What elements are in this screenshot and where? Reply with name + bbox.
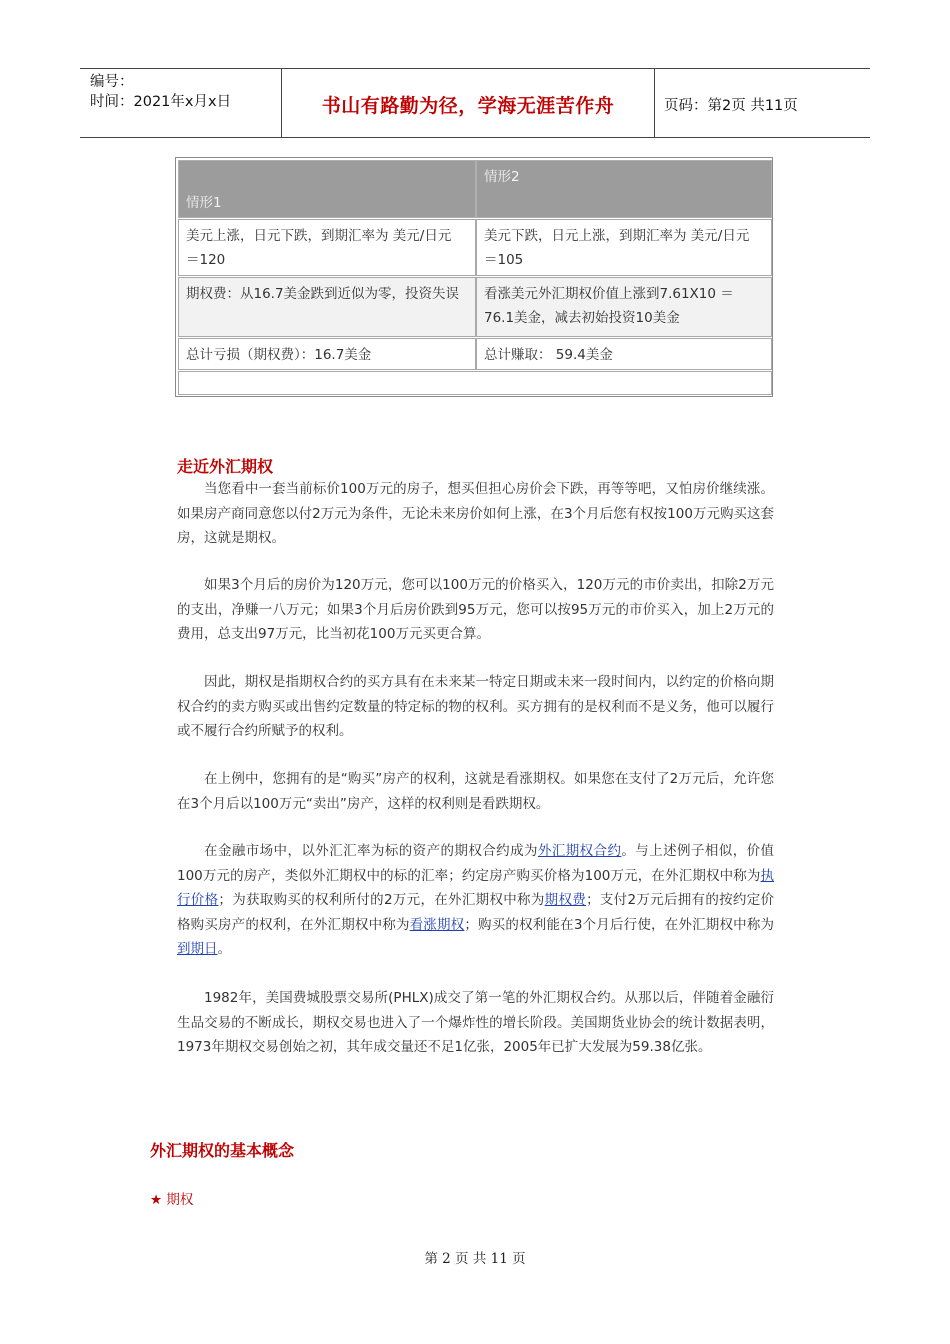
text-span: 。 xyxy=(217,941,231,957)
text-span: ；支付2万元后拥有的按约定价格购买房产的权利，在外汇期权中称为 xyxy=(177,892,775,933)
star-list-item: ★ 期权 xyxy=(150,1192,194,1208)
header-meta xyxy=(90,72,231,112)
paragraph: 如果3个月后的房价为120万元，您可以100万元的价格买入，120万元的市价卖出，扣除2万元的支出，净赚一八万元；如果3个月后房价跌到95万元，您可以按95万元的市价买入，加上2万元的费用，总支出97万元，比当初花100万元买更合算。 xyxy=(177,577,774,642)
link-strike-price[interactable]: 执行价格 xyxy=(177,867,774,908)
table-cell: 总计亏损（期权费）：16.7美金 xyxy=(178,338,476,370)
paragraph xyxy=(177,839,774,962)
text-span: 。与上述例子相似，价值100万元的房产，类似外汇期权中的标的汇率；约定房产购买价格为100万元，在外汇期权中称为 xyxy=(177,843,775,884)
text-span: 在金融市场中，以外汇汇率为标的资产的期权合约成为 xyxy=(204,843,538,859)
table-empty-row xyxy=(178,371,772,395)
section-title: 走近外汇期权 xyxy=(177,457,274,476)
table-cell: 美元下跌，日元上涨，到期汇率为 美元/日元 ＝105 xyxy=(476,219,772,276)
section-title: 外汇期权的基本概念 xyxy=(150,1141,295,1160)
paragraph: 在上例中，您拥有的是“购买”房产的权利，这就是看涨期权。如果您在支付了2万元后，允许您在3个月后以100万元“卖出”房产，这样的权利则是看跌期权。 xyxy=(177,771,774,812)
paragraph: 因此，期权是指期权合约的买方具有在未来某一特定日期或未来一段时间内，以约定的价格向期权合约的卖方购买或出售约定数量的特定标的物的权利。买方拥有的是权利而不是义务，他可以履行或不履行合约所赋予的权利。 xyxy=(177,674,774,739)
time-label: 时间：2021年x月x日 xyxy=(90,94,232,110)
text-span: ；购买的权利能在3个月后行使，在外汇期权中称为 xyxy=(464,916,775,933)
text-span: ；为获取购买的权利所付的2万元，在外汇期权中称为 xyxy=(218,892,545,908)
header-page-label: 页码：第2页 共11页 xyxy=(664,98,798,114)
link-fx-option-contract[interactable]: 外汇期权合约 xyxy=(537,843,622,859)
table-header-col2: 情形2 xyxy=(476,160,772,218)
number-label: 编号： xyxy=(90,74,134,90)
paragraph: 1982年，美国费城股票交易所(PHLX)成交了第一笔的外汇期权合约。从那以后，伴随着金融衍生品交易的不断成长，期权交易也进入了一个爆炸性的增长阶段。美国期货业协会的统计数据表明，1973年期权交易创始之初，其年成交量还不足1亿张，2005年已扩大发展为59.38亿张。 xyxy=(177,990,774,1055)
paragraph: 当您看中一套当前标价100万元的房子，想买但担心房价会下跌，再等等吧，又怕房价继续涨。如果房产商同意您以付2万元为条件，无论未来房价如何上涨，在3个月后您有权按100万元购买这套房，这就是期权。 xyxy=(177,481,774,546)
link-premium[interactable]: 期权费 xyxy=(544,892,587,908)
link-call-option[interactable]: 看涨期权 xyxy=(409,916,465,933)
comparison-table xyxy=(175,157,773,397)
table-cell: 总计赚取： 59.4美金 xyxy=(476,338,772,370)
header-motto: 书山有路勤为径，学海无涯苦作舟 xyxy=(321,95,615,117)
page-footer: 第 2 页 共 11 页 xyxy=(424,1251,526,1267)
page-header xyxy=(80,68,870,138)
table-cell: 期权费：从16.7美金跌到近似为零，投资失误 xyxy=(178,277,476,337)
header-divider xyxy=(654,69,655,137)
link-expiry-date[interactable]: 到期日 xyxy=(177,941,218,957)
table-header-col1: 情形1 xyxy=(178,160,476,218)
table-cell: 看涨美元外汇期权价值上涨到7.61X10 ＝ 76.1美金，减去初始投资10美金 xyxy=(476,277,772,337)
table-cell: 美元上涨，日元下跌，到期汇率为 美元/日元 ＝120 xyxy=(178,219,476,276)
